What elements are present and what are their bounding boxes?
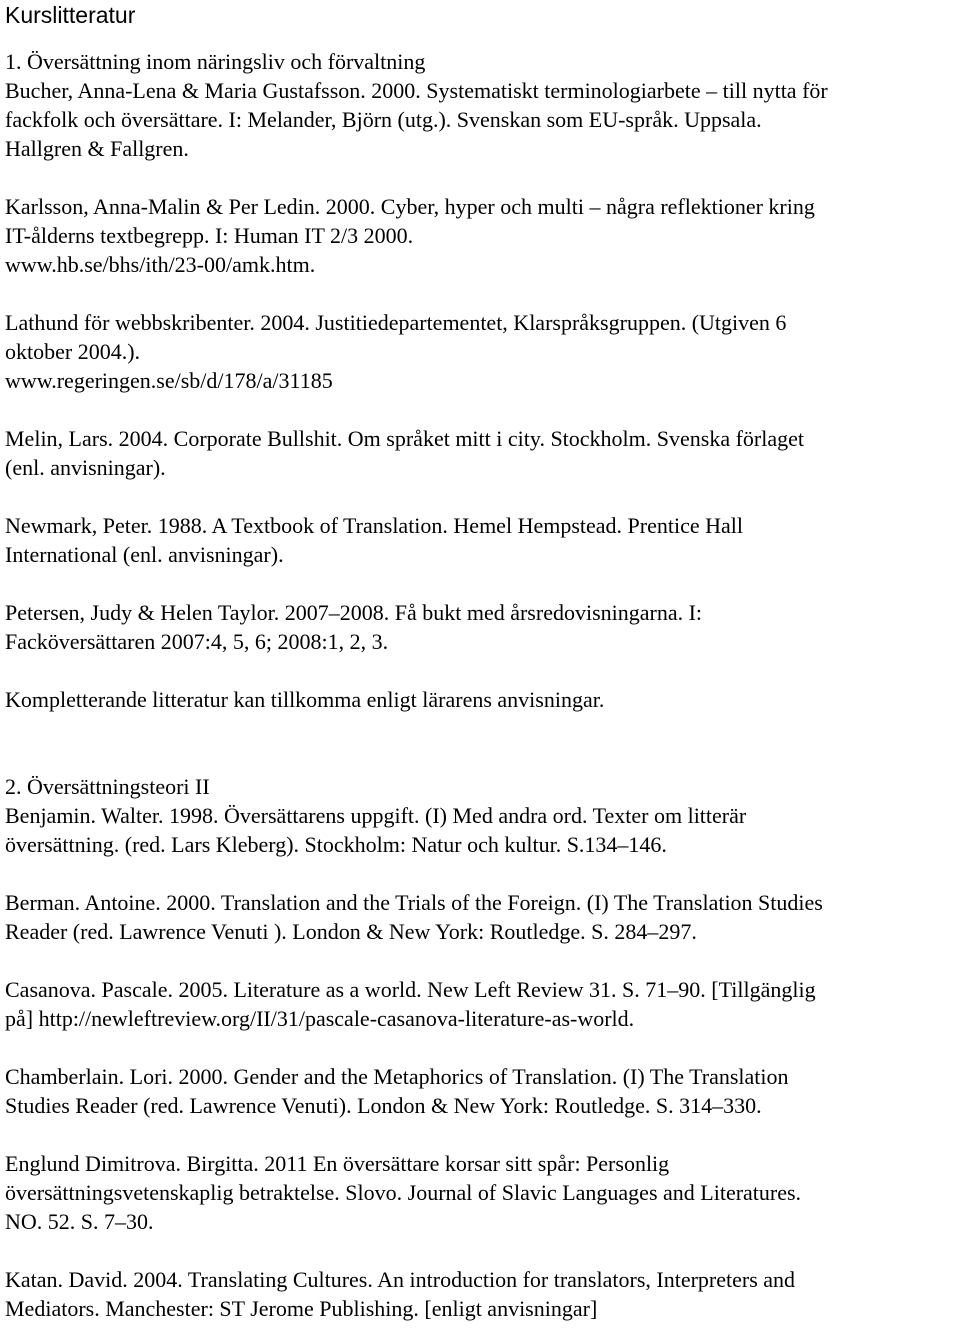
reference-karlsson bbox=[5, 192, 955, 279]
reference-line: Reader (red. Lawrence Venuti ). London & New York: Routledge. S. 284–297. bbox=[5, 919, 697, 944]
reference-katan bbox=[5, 1265, 955, 1323]
reference-line: Bucher, Anna-Lena & Maria Gustafsson. 2000. Systematiskt terminologiarbete – till nytta för bbox=[5, 78, 828, 103]
reference-line: Karlsson, Anna-Malin & Per Ledin. 2000. Cyber, hyper och multi – några reflektioner kring bbox=[5, 194, 815, 219]
reference-line: Englund Dimitrova. Birgitta. 2011 En översättare korsar sitt spår: Personlig bbox=[5, 1151, 670, 1176]
reference-lathund bbox=[5, 308, 955, 395]
reference-line: NO. 52. S. 7–30. bbox=[5, 1209, 154, 1234]
reference-benjamin bbox=[5, 801, 955, 859]
reference-line: översättning. (red. Lars Kleberg). Stockholm: Natur och kultur. S.134–146. bbox=[5, 832, 667, 857]
reference-chamberlain bbox=[5, 1062, 955, 1120]
reference-line: Newmark, Peter. 1988. A Textbook of Translation. Hemel Hempstead. Prentice Hall bbox=[5, 513, 743, 538]
reference-line: Facköversättaren 2007:4, 5, 6; 2008:1, 2, 3. bbox=[5, 629, 389, 654]
reference-line: Mediators. Manchester: ST Jerome Publishing. [enligt anvisningar] bbox=[5, 1296, 598, 1321]
reference-bucher bbox=[5, 76, 955, 163]
reference-casanova bbox=[5, 975, 955, 1033]
reference-line: International (enl. anvisningar). bbox=[5, 542, 284, 567]
spacer bbox=[5, 1120, 955, 1149]
reference-line: översättningsvetenskaplig betraktelse. Slovo. Journal of Slavic Languages and Literatures. bbox=[5, 1180, 802, 1205]
spacer bbox=[5, 1033, 955, 1062]
reference-line: oktober 2004.). bbox=[5, 339, 141, 364]
reference-line: Studies Reader (red. Lawrence Venuti). London & New York: Routledge. S. 314–330. bbox=[5, 1093, 762, 1118]
spacer bbox=[5, 656, 955, 685]
reference-berman bbox=[5, 888, 955, 946]
reference-line: Petersen, Judy & Helen Taylor. 2007–2008. Få bukt med årsredovisningarna. I: bbox=[5, 600, 703, 625]
reference-line: Kompletterande litteratur kan tillkomma enligt lärarens anvisningar. bbox=[5, 687, 605, 712]
reference-englund-dimitrova bbox=[5, 1149, 955, 1236]
spacer bbox=[5, 714, 955, 772]
spacer bbox=[5, 163, 955, 192]
reference-url: på] http://newleftreview.org/II/31/pascale-casanova-literature-as-world. bbox=[5, 1006, 635, 1031]
spacer bbox=[5, 279, 955, 308]
reference-line: IT-ålderns textbegrepp. I: Human IT 2/3 2000. bbox=[5, 223, 414, 248]
reference-line: Melin, Lars. 2004. Corporate Bullshit. Om språket mitt i city. Stockholm. Svenska förlaget bbox=[5, 426, 805, 451]
spacer bbox=[5, 1236, 955, 1265]
supplementary-note bbox=[5, 685, 955, 714]
reference-melin bbox=[5, 424, 955, 482]
reference-line: Casanova. Pascale. 2005. Literature as a world. New Left Review 31. S. 71–90. [Tillgänglig bbox=[5, 977, 816, 1002]
spacer bbox=[5, 482, 955, 511]
reference-line: Chamberlain. Lori. 2000. Gender and the Metaphorics of Translation. (I) The Translation bbox=[5, 1064, 789, 1089]
reference-url: www.regeringen.se/sb/d/178/a/31185 bbox=[5, 368, 333, 393]
reference-line: Berman. Antoine. 2000. Translation and the Trials of the Foreign. (I) The Translation Studies bbox=[5, 890, 823, 915]
document-page bbox=[5, 0, 955, 1323]
reference-line: Hallgren & Fallgren. bbox=[5, 136, 189, 161]
reference-petersen bbox=[5, 598, 955, 656]
reference-line: Katan. David. 2004. Translating Cultures. An introduction for translators, Interpreters and bbox=[5, 1267, 796, 1292]
reference-line: Benjamin. Walter. 1998. Översättarens uppgift. (I) Med andra ord. Texter om litterär bbox=[5, 803, 747, 828]
spacer bbox=[5, 395, 955, 424]
reference-url: www.hb.se/bhs/ith/23-00/amk.htm. bbox=[5, 252, 316, 277]
reference-line: (enl. anvisningar). bbox=[5, 455, 166, 480]
page-title: Kurslitteratur bbox=[5, 2, 136, 28]
section-heading-naringsliv: 1. Översättning inom näringsliv och förvaltning bbox=[5, 49, 426, 74]
spacer bbox=[5, 946, 955, 975]
spacer bbox=[5, 859, 955, 888]
section-heading-oversattningsteori: 2. Översättningsteori II bbox=[5, 774, 210, 799]
reference-line: fackfolk och översättare. I: Melander, Björn (utg.). Svenskan som EU-språk. Uppsala. bbox=[5, 107, 762, 132]
reference-newmark bbox=[5, 511, 955, 569]
spacer bbox=[5, 569, 955, 598]
reference-line: Lathund för webbskribenter. 2004. Justitiedepartementet, Klarspråksgruppen. (Utgiven 6 bbox=[5, 310, 787, 335]
